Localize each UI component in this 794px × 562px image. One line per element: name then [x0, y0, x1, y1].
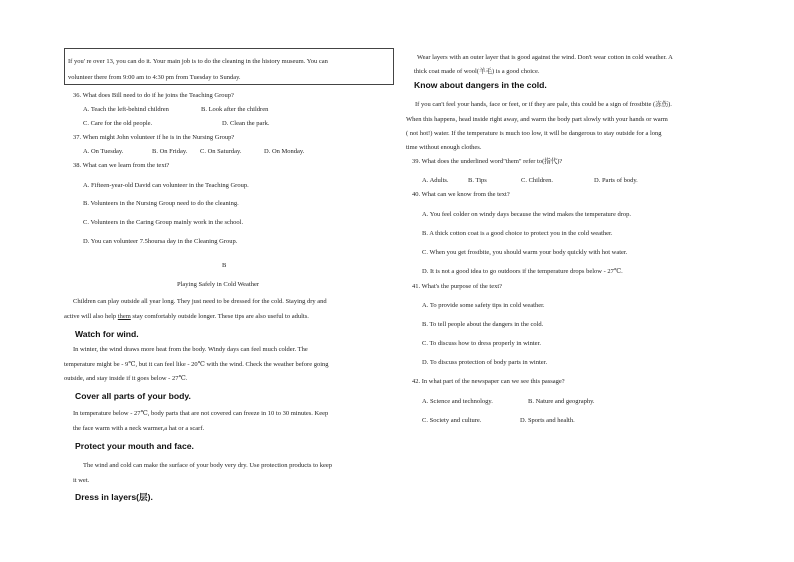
question-41-option-c: C. To discuss how to dress properly in winter. — [422, 340, 541, 347]
dangers-line-2: When this happens, head inside right away, and warm the body part slowly with your hands or warm — [406, 116, 668, 123]
question-36-option-b: B. Look after the children — [201, 106, 269, 113]
question-36-option-a: A. Teach the left-behind children — [83, 106, 169, 113]
question-41-option-b: B. To tell people about the dangers in the cold. — [422, 321, 544, 328]
question-37-option-b: B. On Friday. — [152, 148, 188, 155]
question-42-option-d: D. Sports and health. — [520, 417, 575, 424]
question-41-option-d: D. To discuss protection of body parts in winter. — [422, 359, 548, 366]
heading-dress-in-layers: Dress in layers(层). — [75, 492, 153, 502]
intro-line-1: Children can play outside all year long. They just need to be dressed for the cold. Staying dry and — [73, 298, 327, 305]
question-39-stem: 39. What does the underlined word"them" refer to(指代)? — [412, 158, 563, 165]
question-39-option-c: C. Children. — [521, 177, 553, 184]
question-40-option-a: A. You feel colder on windy days because the wind makes the temperature drop. — [422, 211, 632, 218]
question-39-option-d: D. Parts of body. — [594, 177, 638, 184]
question-37-option-a: A. On Tuesday. — [83, 148, 124, 155]
question-38-option-b: B. Volunteers in the Nursing Group need to do the cleaning. — [83, 200, 239, 207]
question-41-stem: 41. What's the purpose of the text? — [412, 283, 503, 290]
question-42-option-a: A. Science and technology. — [422, 398, 493, 405]
dangers-line-4: time without enough clothes. — [406, 144, 482, 151]
cover-line-2: the face warm with a neck warmer,a hat or a scarf. — [73, 425, 205, 432]
volunteer-info-box — [64, 48, 394, 85]
wind-line-2: temperature might be - 9℃, but it can feel like - 20℃ with the wind. Check the weather before going — [64, 361, 329, 368]
heading-know-dangers: Know about dangers in the cold. — [414, 80, 547, 90]
heading-protect-mouth: Protect your mouth and face. — [75, 441, 194, 451]
mouth-line-1: The wind and cold can make the surface of your body very dry. Use protection products to keep — [83, 462, 333, 469]
question-38-option-c: C. Volunteers in the Caring Group mainly work in the school. — [83, 219, 244, 226]
heading-watch-for-wind: Watch for wind. — [75, 329, 139, 339]
dangers-line-1: If you can't feel your hands, face or feet, or if they are pale, this could be a sign of frostbite (冻伤). — [415, 101, 672, 108]
box-line-2: volunteer there from 9:00 am to 4:30 pm from Tuesday to Sunday. — [68, 74, 241, 81]
underlined-word-them: them — [117, 313, 131, 320]
question-38-stem: 38. What can we learn from the text? — [73, 162, 170, 169]
wind-line-1: In winter, the wind draws more heat from the body. Windy days can feel much colder. The — [73, 346, 308, 353]
question-36-option-c: C. Care for the old people. — [83, 120, 153, 127]
wind-line-3: outside, and stay inside if it goes below - 27℃. — [64, 375, 188, 382]
question-36-option-d: D. Clean the park. — [222, 120, 270, 127]
question-40-stem: 40. What can we know from the text? — [412, 191, 510, 198]
dangers-line-3: ( not hot!) water. If the temperature is much too low, it will be dangerous to stay outside for a long — [406, 130, 662, 137]
question-38-option-a: A. Fifteen-year-old David can volunteer in the Teaching Group. — [83, 182, 249, 189]
question-40-option-d: D. It is not a good idea to go outdoors if the temperature drops below - 27℃. — [422, 268, 623, 275]
question-39-option-a: A. Adults. — [422, 177, 449, 184]
box-line-1: If you' re over 13, you can do it. Your main job is to do the cleaning in the history museum. You can — [68, 58, 328, 65]
passage-title: Playing Safely in Cold Weather — [177, 281, 260, 288]
heading-cover-body: Cover all parts of your body. — [75, 391, 191, 401]
layers-line-1: Wear layers with an outer layer that is good against the wind. Don't wear cotton in cold weather. A — [417, 54, 673, 61]
layers-line-2: thick coat made of wool(羊毛) is a good choice. — [414, 68, 540, 75]
question-40-option-b: B. A thick cotton coat is a good choice to protect you in the cold weather. — [422, 230, 613, 237]
question-36-stem: 36. What does Bill need to do if he joins the Teaching Group? — [73, 92, 234, 99]
question-37-option-c: C. On Saturday. — [200, 148, 242, 155]
question-39-option-b: B. Tips — [468, 177, 487, 184]
intro-line-2: active will also help them stay comfortably outside longer. These tips are also useful to adults. — [64, 313, 309, 320]
question-42-option-b: B. Nature and geography. — [528, 398, 595, 405]
question-37-option-d: D. On Monday. — [264, 148, 305, 155]
question-42-option-c: C. Society and culture. — [422, 417, 482, 424]
question-40-option-c: C. When you get frostbite, you should warm your body quickly with hot water. — [422, 249, 628, 256]
mouth-line-2: it wet. — [73, 477, 90, 484]
question-42-stem: 42. In what part of the newspaper can we see this passage? — [412, 378, 565, 385]
section-letter: B — [222, 262, 227, 269]
cover-line-1: In temperature below - 27℃, body parts that are not covered can freeze in 10 to 30 minutes. Keep — [73, 410, 329, 417]
question-37-stem: 37. When might John volunteer if he is in the Nursing Group? — [73, 134, 235, 141]
question-38-option-d: D. You can volunteer 7.5hoursa day in the Cleaning Group. — [83, 238, 238, 245]
question-41-option-a: A. To provide some safety tips in cold weather. — [422, 302, 545, 309]
